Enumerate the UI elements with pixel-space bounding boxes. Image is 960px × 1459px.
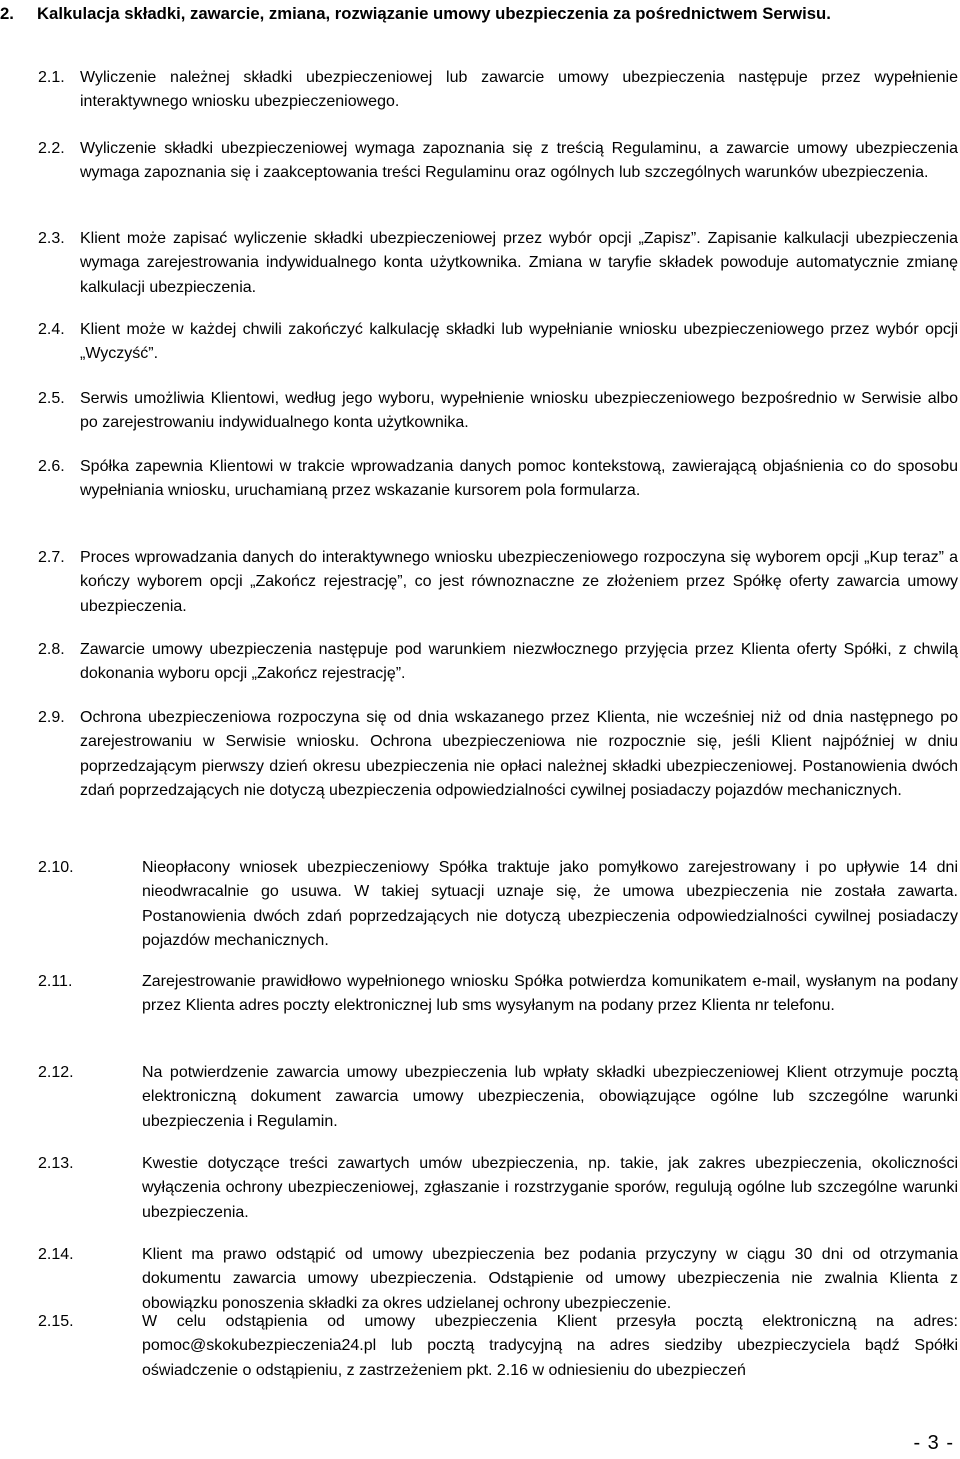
clause-text: Zarejestrowanie prawidłowo wypełnionego wniosku Spółka potwierdza komunikatem e-mail, wysłanym na podany przez Klienta adres poczty elektronicznej lub sms wysyłanym na podany przez Klienta nr telefonu. <box>142 973 958 1015</box>
clause-2-8 <box>38 638 958 687</box>
clause-text: Klient ma prawo odstąpić od umowy ubezpieczenia bez podania przyczyny w ciągu 30 dni od otrzymania dokumentu zawarcia umowy ubezpieczenia. Odstąpienie od umowy ubezpieczenia nie zwalnia Klienta z obowiązku ponoszenia składki za okres udzielanej ochrony ubezpieczenie. <box>142 1246 958 1312</box>
clause-number: 2.15. <box>38 1313 74 1330</box>
clause-2-3 <box>38 227 958 300</box>
section-title: Kalkulacja składki, zawarcie, zmiana, rozwiązanie umowy ubezpieczenia za pośrednictwem Serwisu. <box>37 4 831 23</box>
clause-number: 2.9. <box>38 709 65 726</box>
clause-text: Klient może w każdej chwili zakończyć kalkulację składki lub wypełnianie wniosku ubezpieczeniowego przez wybór opcji „Wyczyść”. <box>80 321 958 363</box>
clause-number: 2.11. <box>38 973 73 990</box>
clause-number: 2.13. <box>38 1155 74 1172</box>
clause-text: Proces wprowadzania danych do interaktywnego wniosku ubezpieczeniowego rozpoczyna się wyborem opcji „Kup teraz” a kończy wyborem opcji „Zakończ rejestrację”, co jest równoznaczne ze złożeniem przez Spółkę oferty zawarcia umowy ubezpieczenia. <box>80 549 958 615</box>
clause-text: Ochrona ubezpieczeniowa rozpoczyna się od dnia wskazanego przez Klienta, nie wcześniej niż od dnia następnego po zarejestrowaniu w Serwisie wniosku. Ochrona ubezpieczeniowa nie rozpocznie się, jeśli Klient najpóźniej w dniu poprzedzającym pierwszy dzień okresu ubezpieczenia nie opłaci należnej składki ubezpieczeniowej. Postanowienia dwóch zdań poprzedzających nie dotyczą ubezpieczenia odpowiedzialności cywilnej posiadaczy pojazdów mechanicznych. <box>80 709 958 800</box>
clause-text: W celu odstąpienia od umowy ubezpieczenia Klient przesyła pocztą elektroniczną na adres: pomoc@skokubezpieczenia24.pl lub pocztą tradycyjną na adres siedziby ubezpieczyciela bądź Spółki oświadczenie o odstąpieniu, z zastrzeżeniem pkt. 2.16 w odniesieniu do ubezpieczeń <box>142 1313 958 1379</box>
clause-number: 2.7. <box>38 549 65 566</box>
clause-2-11 <box>38 970 958 1019</box>
clause-number: 2.3. <box>38 230 65 247</box>
clause-number: 2.6. <box>38 458 65 475</box>
clause-2-12 <box>38 1061 958 1134</box>
clause-text: Serwis umożliwia Klientowi, według jego wyboru, wypełnienie wniosku ubezpieczeniowego bezpośrednio w Serwisie albo po zarejestrowaniu indywidualnego konta użytkownika. <box>80 390 958 432</box>
clause-text: Na potwierdzenie zawarcia umowy ubezpieczenia lub wpłaty składki ubezpieczeniowej Klient otrzymuje pocztą elektroniczną dokument zawarcia umowy ubezpieczenia, obowiązujące ogólne lub szczególne warunki ubezpieczenia i Regulamin. <box>142 1064 958 1130</box>
clause-number: 2.8. <box>38 641 65 658</box>
clause-number: 2.2. <box>38 140 65 157</box>
clause-number: 2.14. <box>38 1246 74 1263</box>
clause-2-13 <box>38 1152 958 1225</box>
clause-2-5 <box>38 387 958 436</box>
clause-2-15 <box>38 1310 958 1383</box>
clause-number: 2.4. <box>38 321 65 338</box>
clause-text: Wyliczenie należnej składki ubezpieczeniowej lub zawarcie umowy ubezpieczenia następuje przez wypełnienie interaktywnego wniosku ubezpieczeniowego. <box>80 69 958 111</box>
clause-number: 2.1. <box>38 69 65 86</box>
clause-text: Zawarcie umowy ubezpieczenia następuje pod warunkiem niezwłocznego przyjęcia przez Klienta oferty Spółki, z chwilą dokonania wyboru opcji „Zakończ rejestrację”. <box>80 641 958 683</box>
clause-2-7 <box>38 546 958 619</box>
clause-2-1 <box>38 66 958 115</box>
page-number: - 3 - <box>913 1432 954 1454</box>
clause-text: Spółka zapewnia Klientowi w trakcie wprowadzania danych pomoc kontekstową, zawierającą objaśnienia co do sposobu wypełniania wniosku, uruchamianą przez wskazanie kursorem pola formularza. <box>80 458 958 500</box>
clause-text: Klient może zapisać wyliczenie składki ubezpieczeniowej przez wybór opcji „Zapisz”. Zapisanie kalkulacji ubezpieczenia wymaga zarejestrowania indywidualnego konta użytkownika. Zmiana w taryfie składek powoduje automatycznie zmianę kalkulacji ubezpieczenia. <box>80 230 958 296</box>
clause-text: Nieopłacony wniosek ubezpieczeniowy Spółka traktuje jako pomyłkowo zarejestrowany i po upływie 14 dni nieodwracalnie go usuwa. W takiej sytuacji uznaje się, że umowa ubezpieczenia nie została zawarta. Postanowienia dwóch zdań poprzedzających nie dotyczą ubezpieczenia odpowiedzialności cywilnej posiadaczy pojazdów mechanicznych. <box>142 859 958 950</box>
clause-number: 2.5. <box>38 390 65 407</box>
section-heading <box>0 2 958 25</box>
clause-text: Kwestie dotyczące treści zawartych umów ubezpieczenia, np. takie, jak zakres ubezpieczenia, okoliczności wyłączenia ochrony ubezpieczeniowej, zgłaszanie i rozstrzyganie sporów, regulują ogólne lub szczególne warunki ubezpieczenia. <box>142 1155 958 1221</box>
section-number: 2. <box>0 4 14 23</box>
clause-2-6 <box>38 455 958 504</box>
clause-2-4 <box>38 318 958 367</box>
clause-text: Wyliczenie składki ubezpieczeniowej wymaga zapoznania się z treścią Regulaminu, a zawarcie umowy ubezpieczenia wymaga zapoznania się i zaakceptowania treści Regulaminu oraz ogólnych lub szczególnych warunków ubezpieczenia. <box>80 140 958 182</box>
clause-2-2 <box>38 137 958 186</box>
clause-2-10 <box>38 856 958 954</box>
clause-number: 2.10. <box>38 859 74 876</box>
clause-2-14 <box>38 1243 958 1316</box>
clause-2-9 <box>38 706 958 804</box>
clause-number: 2.12. <box>38 1064 74 1081</box>
